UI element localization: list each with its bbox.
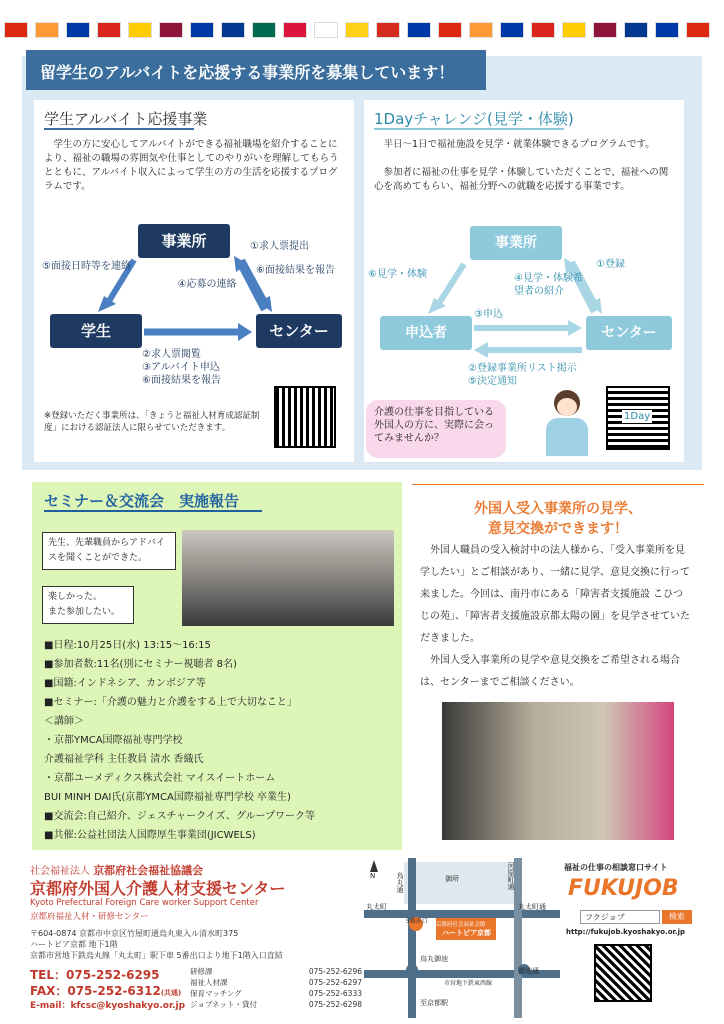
flow-4: ④応募の連絡 xyxy=(177,279,237,290)
fax xyxy=(30,982,181,999)
student-node: 学生 xyxy=(50,314,142,348)
visit-photo xyxy=(442,702,674,840)
title-underline xyxy=(44,510,262,512)
seminar-line: ・京都YMCA国際福祉専門学校 xyxy=(44,735,183,746)
flow-1: ①登録 xyxy=(596,259,625,270)
seminar-line: ■国籍:インドネシア、カンボジア等 xyxy=(44,678,206,689)
flag-icon xyxy=(283,22,307,38)
site-label: 福祉の仕事の相談窓口サイト xyxy=(564,863,668,872)
visit-title-1: 外国人受入事業所の見学、 xyxy=(474,501,642,517)
center-sub: 京都府福祉人材・研修センター xyxy=(30,912,149,922)
department-row xyxy=(190,988,362,999)
map-heartpia: ハートピア京都 xyxy=(442,929,491,937)
search-button[interactable]: 検索 xyxy=(662,910,692,924)
fukujob-logo: FUKUJOB xyxy=(568,876,679,901)
flag-icon xyxy=(531,22,555,38)
seminar-line: ■日程:10月25日(水) 13:15～16:15 xyxy=(44,640,211,651)
map-kyoto-station: 至京都駅 xyxy=(420,999,448,1007)
qr-label: 1Day xyxy=(624,411,651,422)
seminar-line: 介護福祉学科 主任教員 清水 香織氏 xyxy=(44,754,204,765)
fukujob-qr-code[interactable] xyxy=(594,944,652,1002)
flow-5: ⑤面接日時等を連絡 xyxy=(42,261,131,272)
department-row xyxy=(190,999,362,1010)
flow-2: ②求人票閲覧 xyxy=(142,349,201,360)
flag-icon xyxy=(562,22,586,38)
access-map xyxy=(364,858,560,1018)
student-job-body: 学生の方に安心してアルバイトができる福祉職場を紹介することにより、福祉の職場の雰囲気や仕事としてのやりがいを理解してもらうとともに、アルバイト収入によって学生の方の生活を応援するプログラムです。 xyxy=(44,139,339,192)
oneday-body-2: 参加者に福祉の仕事を見学・体験していただくことで、福祉への関心を高めてもらい、福祉分野への就職を応援する事業です。 xyxy=(374,167,669,192)
map-karasuma: 烏丸通 xyxy=(396,872,404,893)
qr-code-1day[interactable] xyxy=(606,386,670,450)
department-name: 福祉人材課 xyxy=(190,978,228,987)
department-tel[interactable]: 075-252-6298 xyxy=(308,1000,362,1009)
flag-icon xyxy=(66,22,90,38)
flow-6: ⑥面接結果を報告 xyxy=(256,265,335,276)
seminar-section xyxy=(32,482,402,850)
search-box[interactable]: フクジョブ xyxy=(580,910,660,924)
address-line-3: 京都市営地下鉄烏丸線「丸太町」駅下車 5番出口より地下1階入口直結 xyxy=(30,951,283,960)
fax-note: (共通) xyxy=(160,989,182,997)
flag-icon xyxy=(345,22,369,38)
department-tel[interactable]: 075-252-6296 xyxy=(308,967,362,976)
fukujob-url[interactable]: http://fukujob.kyoshakyo.or.jp xyxy=(566,928,686,936)
seminar-line: ■セミナー:「介護の魅力と介護をする上で大切なこと」 xyxy=(44,697,297,708)
department-tel[interactable]: 075-252-6333 xyxy=(308,989,362,998)
department-row xyxy=(190,977,362,988)
flag-icon xyxy=(438,22,462,38)
map-exit: 5番出口 xyxy=(406,918,428,925)
map-kawaramachi: 河原町通 xyxy=(507,862,515,890)
flow-6: ⑥見学・体験 xyxy=(368,269,427,280)
address xyxy=(30,928,360,961)
oneday-panel xyxy=(364,100,684,462)
flag-icon xyxy=(128,22,152,38)
org-name: 京都府社会福祉協議会 xyxy=(93,864,204,877)
flow-3: ③申込 xyxy=(474,309,503,320)
qr-code[interactable] xyxy=(274,386,336,448)
student-job-panel xyxy=(34,100,354,462)
seminar-group-photo xyxy=(182,530,394,626)
seminar-title: セミナー＆交流会 実施報告 xyxy=(44,492,240,510)
flag-icon xyxy=(159,22,183,38)
flag-icon xyxy=(624,22,648,38)
map-gosho: 御所 xyxy=(445,875,459,883)
flag-icon xyxy=(190,22,214,38)
fax-number: FAX：075-252-6312 xyxy=(30,984,161,998)
comment-bubble-2 xyxy=(42,586,134,624)
visit-top-rule xyxy=(412,484,704,485)
center-name-en: Kyoto Prefectural Foreign Care worker Support Center xyxy=(30,898,259,908)
flow-2: ②登録事業所リスト掲示 xyxy=(468,363,577,374)
flag-icon xyxy=(500,22,524,38)
tel[interactable]: TEL：075-252-6295 xyxy=(30,968,160,982)
email[interactable]: E-mail：kfcsc@kyoshakyo.or.jp xyxy=(30,1001,186,1011)
map-oike: 御池通 xyxy=(518,967,539,975)
bubble-line: 楽しかった。 xyxy=(48,592,103,602)
flag-icon xyxy=(593,22,617,38)
seminar-line: BUI MINH DAI氏(京都YMCA国際福祉専門学校 卒業生) xyxy=(44,792,291,803)
bubble-line: また参加したい。 xyxy=(48,607,121,617)
center-name: 京都府外国人介護人材支援センター xyxy=(30,879,286,898)
map-karasuma-oike: 烏丸御池 xyxy=(420,955,448,963)
office-node: 事業所 xyxy=(138,224,230,258)
visit-paragraph: 外国人職員の受入検討中の法人様から、「受入事業所を見学したい」とご相談があり、一緒に見学、意見交換に行って来ました。今回は、南丹市にある「障害者支援施設 こひつじの苑」、「障害者支援施設京都太陽の園」を見学させていただきました。 xyxy=(420,545,690,644)
student-job-title: 学生アルバイト応援事業 xyxy=(44,110,208,128)
map-marutamachi-right: 丸太町通 xyxy=(518,903,546,911)
map-subway: 市営地下鉄東西線 xyxy=(444,980,493,987)
seminar-line: ■参加者数:11名(別にセミナー視聴者 8名) xyxy=(44,659,237,670)
flow-3: ③アルバイト申込 xyxy=(142,362,220,373)
department-tel[interactable]: 075-252-6297 xyxy=(308,978,362,987)
department-name: 研修課 xyxy=(190,967,213,976)
recruit-banner: 留学生のアルバイトを応援する事業所を募集しています！ xyxy=(26,50,486,90)
flag-icon xyxy=(221,22,245,38)
flag-icon xyxy=(314,22,338,38)
flow-5: ⑤決定通知 xyxy=(468,376,517,387)
flow-6b: ⑥面接結果を報告 xyxy=(142,375,221,386)
center-node: センター xyxy=(586,316,672,350)
comment-bubble-1: 先生、先輩職員からアドバイスを聞くことができた。 xyxy=(42,532,176,570)
flag-icon xyxy=(407,22,431,38)
org-small: 社会福祉法人 xyxy=(30,866,90,877)
staff-illustration xyxy=(540,390,594,456)
address-line-2: ハートピア京都 地下1階 xyxy=(30,940,118,949)
seminar-line: ＜講師＞ xyxy=(44,716,84,727)
map-heartpia-small: 京都府社会福祉会館 xyxy=(436,922,486,928)
oneday-title: 1Dayチャレンジ(見学・体験) xyxy=(374,110,574,128)
seminar-line: ■交流会:自己紹介、ジェスチャークイズ、グループワーク等 xyxy=(44,811,316,822)
flow-1: ①求人票提出 xyxy=(250,241,309,252)
flag-icon xyxy=(686,22,710,38)
seminar-line: ■共催:公益社団法人国際厚生事業団(JICWELS) xyxy=(44,830,256,841)
department-row xyxy=(190,966,362,977)
flag-icon xyxy=(469,22,493,38)
flag-icon xyxy=(252,22,276,38)
address-line-1: 〒604-0874 京都市中京区竹屋町通烏丸東入ル清水町375 xyxy=(30,929,239,938)
flag-icon xyxy=(97,22,121,38)
visit-title-2: 意見交換ができます！ xyxy=(488,521,628,537)
flag-icon xyxy=(35,22,59,38)
department-name: ジョブネット・貸付 xyxy=(190,1000,258,1009)
department-list xyxy=(190,966,362,1010)
left-note: ※登録いただく事業所は、「きょうと福祉人材育成認証制度」における認証法人に限らせていただきます。 xyxy=(44,411,260,433)
flag-icon xyxy=(4,22,28,38)
center-node: センター xyxy=(256,314,342,348)
visit-body xyxy=(420,540,692,694)
seminar-details xyxy=(44,636,400,845)
applicant-node: 申込者 xyxy=(380,316,472,350)
oneday-body-1: 半日～1日で福祉施設を見学・就業体験できるプログラムです。 xyxy=(383,139,655,150)
flag-icon xyxy=(655,22,679,38)
speech-bubble: 介護の仕事を目指している外国人の方に、実際に会ってみませんか？ xyxy=(366,400,506,458)
map-north: N xyxy=(370,872,376,880)
flow-4: ④見学・体験希望者の紹介 xyxy=(514,273,583,297)
office-node: 事業所 xyxy=(470,226,562,260)
visit-paragraph: 外国人受入事業所の見学や意見交換をご希望される場合は、センターまでご相談ください。 xyxy=(420,655,680,688)
seminar-line: ・京都ユーメディクス株式会社 マイスイートホーム xyxy=(44,773,276,784)
flag-icon xyxy=(376,22,400,38)
department-name: 保育マッチング xyxy=(190,989,242,998)
map-marutamachi-left: 丸太町 xyxy=(366,903,387,911)
